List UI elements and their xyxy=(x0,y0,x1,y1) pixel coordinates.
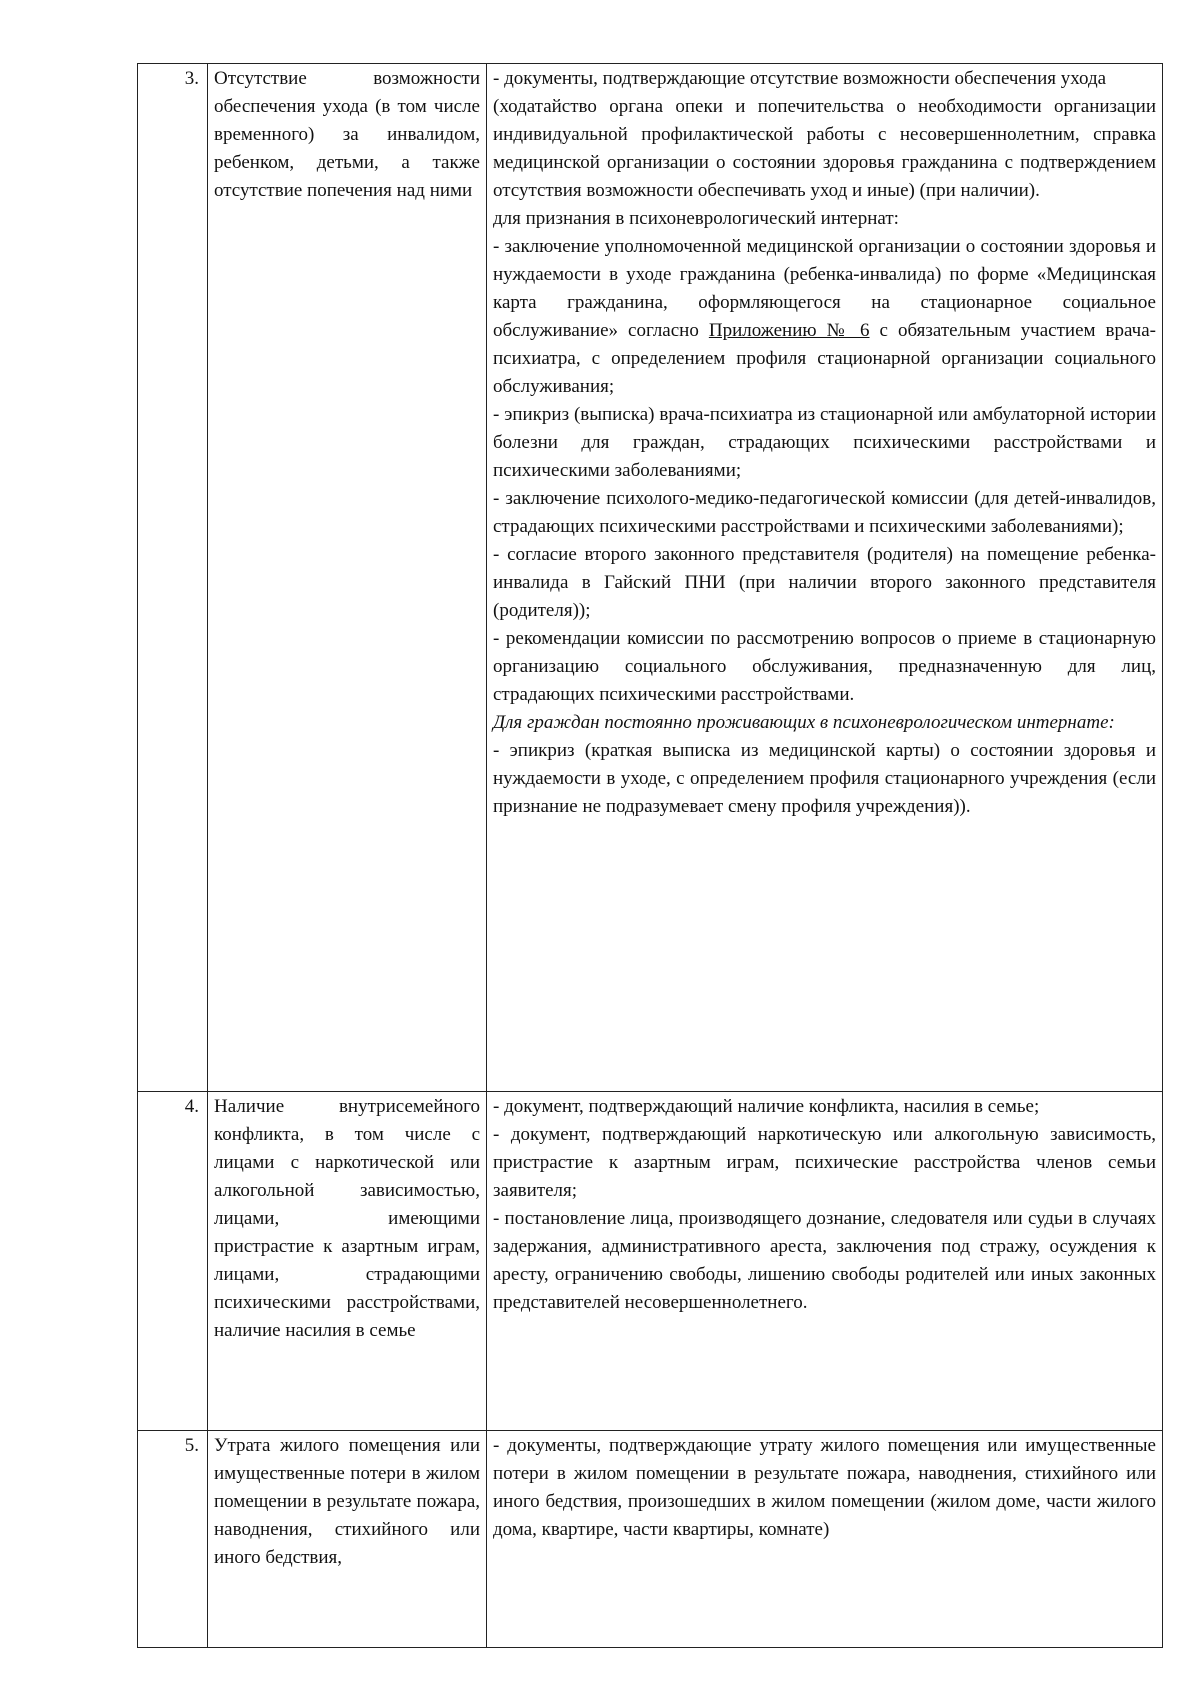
table-row xyxy=(138,1431,1163,1648)
row-number: 5. xyxy=(138,1431,208,1648)
condition-cell: Наличие внутрисемейного конфликта, в том числе с лицами с наркотической или алкогольной зависимостью, лицами, имеющими пристрастие к азартным играм, лицами, страдающими психическими расстройствами, наличие насилия в семье xyxy=(208,1092,487,1431)
document-subheading: для признания в психоневрологический интернат: xyxy=(493,208,899,229)
document-item: - заключение психолого-медико-педагогической комиссии (для детей-инвалидов, страдающих психическими расстройствами и психическими заболеваниями); xyxy=(493,488,1156,537)
document-subheading: Для граждан постоянно проживающих в психоневрологическом интернате: xyxy=(493,712,1115,733)
document-item: - постановление лица, производящего дознание, следователя или судьи в случаях задержания, административного ареста, заключения под стражу, осуждения к аресту, ограничению свободы, лишению свободы родителей или иных законных представителей несовершеннолетнего. xyxy=(493,1208,1156,1313)
document-item: - эпикриз (выписка) врача-психиатра из стационарной или амбулаторной истории болезни для граждан, страдающих психическими расстройствами и психическими заболеваниями; xyxy=(493,404,1156,481)
row-number: 4. xyxy=(138,1092,208,1431)
document-table xyxy=(137,63,1163,1648)
documents-cell xyxy=(487,64,1163,1092)
document-item-text: с обязательным участием врача-психиатра, с определением профиля стационарной организации социального обслуживания; xyxy=(493,320,1156,397)
table-row xyxy=(138,64,1163,1092)
documents-cell xyxy=(487,1431,1163,1648)
condition-cell: Утрата жилого помещения или имущественные потери в жилом помещении в результате пожара, наводнения, стихийного или иного бедствия, xyxy=(208,1431,487,1648)
document-item: - документы, подтверждающие отсутствие возможности обеспечения ухода xyxy=(493,68,1107,89)
document-item: - эпикриз (краткая выписка из медицинской карты) о состоянии здоровья и нуждаемости в уходе, с определением профиля стационарного учреждения (если признание не подразумевает смену профиля учреждения)). xyxy=(493,740,1156,817)
condition-cell: Отсутствие возможности обеспечения ухода (в том числе временного) за инвалидом, ребенком, детьми, а также отсутствие попечения над ними xyxy=(208,64,487,1092)
document-item: - документ, подтверждающий наличие конфликта, насилия в семье; xyxy=(493,1096,1040,1117)
document-item xyxy=(493,233,1156,401)
table-row xyxy=(138,1092,1163,1431)
documents-cell xyxy=(487,1092,1163,1431)
document-item-text: - заключение уполномоченной медицинской организации о состоянии здоровья и нуждаемости в уходе гражданина (ребенка-инвалида) по форме «Медицинская карта гражданина, оформляющегося на стационарное социальное обслуживание» согласно xyxy=(493,236,1156,341)
appendix-link[interactable]: Приложению № 6 xyxy=(708,320,870,341)
document-item: (ходатайство органа опеки и попечительства о необходимости организации индивидуальной профилактической работы с несовершеннолетним, справка медицинской организации о состоянии здоровья гражданина с подтверждением отсутствия возможности обеспечивать уход и иные) (при наличии). xyxy=(493,96,1156,201)
document-item: - рекомендации комиссии по рассмотрению вопросов о приеме в стационарную организацию социального обслуживания, предназначенную для лиц, страдающих психическими расстройствами. xyxy=(493,628,1156,705)
document-item: - согласие второго законного представителя (родителя) на помещение ребенка-инвалида в Гайский ПНИ (при наличии второго законного представителя (родителя)); xyxy=(493,544,1156,621)
document-item: - документ, подтверждающий наркотическую или алкогольную зависимость, пристрастие к азартным играм, психические расстройства членов семьи заявителя; xyxy=(493,1124,1156,1201)
document-item: - документы, подтверждающие утрату жилого помещения или имущественные потери в жилом помещении в результате пожара, наводнения, стихийного или иного бедствия, произошедших в жилом помещении (жилом доме, части жилого дома, квартире, части квартиры, комнате) xyxy=(493,1435,1156,1540)
row-number: 3. xyxy=(138,64,208,1092)
